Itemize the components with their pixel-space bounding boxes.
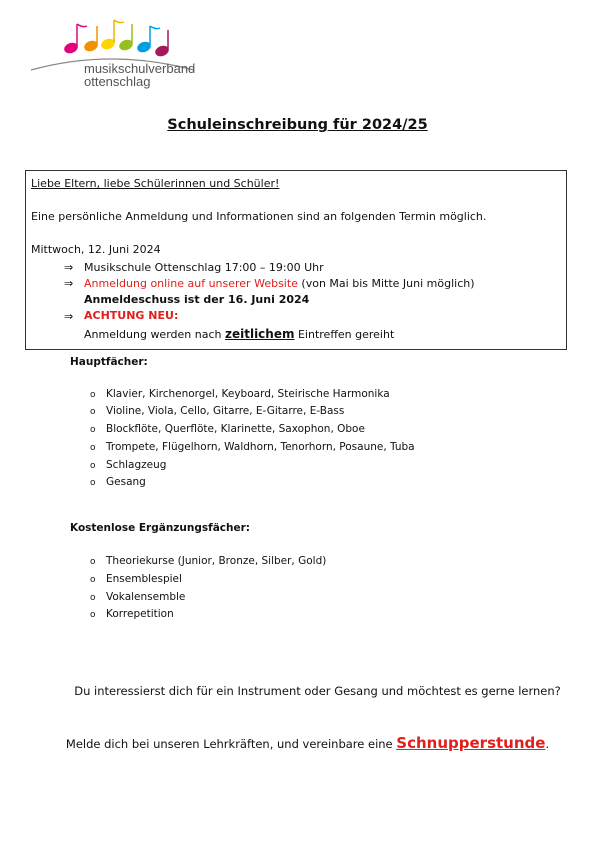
list-item	[90, 590, 185, 605]
online-registration-link[interactable]: Anmeldung online auf unserer Website	[84, 277, 298, 290]
order-note-post: Eintreffen gereiht	[294, 328, 395, 341]
logo	[26, 18, 201, 94]
bullet-icon: o	[90, 425, 96, 435]
intro-text: Eine persönliche Anmeldung und Informationen sind an folgenden Termin möglich.	[31, 210, 487, 223]
deadline: Anmeldeschuss ist der 16. Juni 2024	[84, 293, 310, 306]
list-item	[90, 404, 344, 419]
list-item-text: Schlagzeug	[106, 459, 167, 471]
closing-line	[0, 734, 595, 752]
bullet-icon: o	[90, 557, 96, 567]
attention-label: ACHTUNG NEU:	[84, 309, 179, 322]
list-item	[90, 422, 365, 437]
ergaenzung-heading: Kostenlose Ergänzungsfächer:	[70, 522, 250, 534]
page-title: Schuleinschreibung für 2024/25	[167, 117, 428, 133]
order-note	[84, 327, 394, 342]
list-item	[90, 458, 166, 473]
bullet-icon: o	[90, 407, 96, 417]
list-item	[90, 387, 390, 402]
list-item	[90, 554, 326, 569]
event-location: Musikschule Ottenschlag 17:00 – 19:00 Uhr	[84, 261, 324, 274]
list-item	[90, 475, 146, 490]
bullet-icon: o	[90, 593, 96, 603]
list-item-text: Trompete, Flügelhorn, Waldhorn, Tenorhorn, Posaune, Tuba	[106, 441, 415, 453]
list-item-text: Blockflöte, Querflöte, Klarinette, Saxophon, Oboe	[106, 423, 365, 435]
bullet-icon: o	[90, 575, 96, 585]
event-date: Mittwoch, 12. Juni 2024	[31, 243, 161, 256]
list-item	[90, 440, 415, 455]
greeting: Liebe Eltern, liebe Schülerinnen und Schüler!	[31, 177, 280, 190]
list-item-text: Ensemblespiel	[106, 573, 182, 585]
list-item-text: Vokalensemble	[106, 591, 186, 603]
bullet-icon: o	[90, 461, 96, 471]
list-item-text: Klavier, Kirchenorgel, Keyboard, Steirische Harmonika	[106, 388, 390, 400]
online-registration	[84, 277, 475, 291]
list-item	[90, 572, 182, 587]
list-item-text: Violine, Viola, Cello, Gitarre, E-Gitarre, E-Bass	[106, 405, 345, 417]
order-note-emphasis: zeitlichem	[224, 327, 295, 341]
bullet-icon: o	[90, 610, 96, 620]
order-note-pre: Anmeldung werden nach	[84, 328, 225, 341]
list-item-text: Korrepetition	[106, 608, 174, 620]
logo-line-1: musikschulverband	[84, 61, 196, 76]
arrow-icon: ⇒	[64, 261, 74, 274]
arrow-icon: ⇒	[64, 277, 74, 290]
hauptfaecher-heading: Hauptfächer:	[70, 356, 148, 368]
closing-pre: Melde dich bei unseren Lehrkräften, und vereinbare eine	[65, 737, 397, 751]
schnupperstunde-highlight: Schnupperstunde	[396, 734, 546, 752]
closing-post: .	[545, 737, 550, 751]
list-item	[90, 607, 174, 622]
info-box	[25, 170, 567, 350]
interest-question: Du interessierst dich für ein Instrument oder Gesang und möchtest es gerne lernen?	[74, 684, 561, 698]
arrow-icon: ⇒	[64, 310, 74, 323]
bullet-icon: o	[90, 478, 96, 488]
bullet-icon: o	[90, 390, 96, 400]
list-item-text: Gesang	[106, 476, 146, 488]
bullet-icon: o	[90, 443, 96, 453]
logo-line-2: ottenschlag	[84, 74, 151, 89]
list-item-text: Theoriekurse (Junior, Bronze, Silber, Gold)	[106, 555, 327, 567]
online-registration-note: (von Mai bis Mitte Juni möglich)	[297, 277, 475, 290]
